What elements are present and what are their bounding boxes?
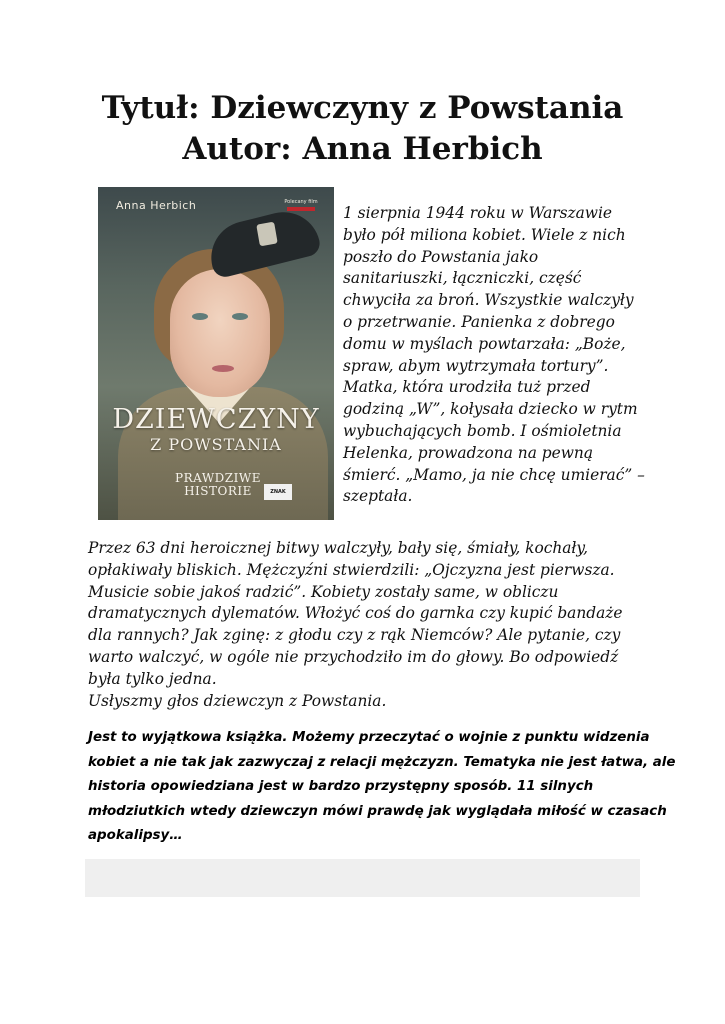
blurb-line: warto walczyć, w ogóle nie przychodziło im do głowy. Bo odpowiedź <box>88 647 619 666</box>
empty-gray-box <box>85 859 640 897</box>
cover-subtitle-line-1: PRAWDZIWE <box>175 471 261 485</box>
description-line: spraw, abym wytrzymała tortury”. <box>343 356 609 375</box>
description-line: o przetrwanie. Panienka z dobrego <box>343 312 615 331</box>
opinion-line: młodziutkich wtedy dziewczyn mówi prawdę jak wyglądała miłość w czasach <box>88 803 667 819</box>
description-line: Matka, która urodziła tuż przed <box>343 378 591 397</box>
book-cover-image <box>98 187 334 520</box>
blurb-line: Usłyszmy głos dziewczyn z Powstania. <box>88 691 387 710</box>
cover-eye-right <box>232 313 248 320</box>
description-line: sanitariuszki, łączniczki, część <box>343 269 582 288</box>
blurb-line: była tylko jedna. <box>88 669 217 688</box>
blurb-line: Przez 63 dni heroicznej bitwy walczyły, bały się, śmiały, kochały, <box>88 539 588 557</box>
cover-subtitle <box>168 472 268 498</box>
description-line: domu w myślach powtarzała: „Boże, <box>343 334 626 353</box>
cover-subtitle-line-2: HISTORIE <box>184 484 252 498</box>
description-line: godziną „W”, kołysała dziecko w rytm <box>343 400 638 419</box>
blurb-line: dramatycznych dylematów. Włożyć coś do garnka czy kupić bandaże <box>88 604 623 623</box>
opinion-line: historia opowiedziana jest w bardzo przystępny sposób. 11 silnych <box>88 779 594 794</box>
description-line: chwyciła za broń. Wszystkie walczyły <box>343 291 634 310</box>
title-line: Tytuł: Dziewczyny z Powstania <box>101 90 624 126</box>
cover-face <box>170 269 270 397</box>
blurb-line: Musicie sobie jakoś radzić”. Kobiety zostały same, w obliczu <box>88 582 559 601</box>
opinion-line: apokalipsy… <box>88 828 183 843</box>
eagle-badge-icon <box>256 222 278 247</box>
description-line: było pół miliona kobiet. Wiele z nich <box>343 225 626 244</box>
description-line: szeptała. <box>343 487 413 506</box>
description-line: śmierć. „Mamo, ja nie chcę umierać” – <box>343 465 645 484</box>
description-line: poszło do Powstania jako <box>343 247 539 266</box>
description-line: wybuchających bomb. I ośmioletnia <box>343 421 622 440</box>
cover-lips <box>212 365 234 372</box>
cover-title <box>98 405 334 455</box>
review-opinion <box>88 726 676 849</box>
publisher-logo: ZNAK <box>264 484 292 500</box>
book-blurb <box>88 538 648 712</box>
cover-badge-text: Polecany film <box>284 199 318 205</box>
opinion-line: Jest to wyjątkowa książka. Możemy przeczytać o wojnie z punktu widzenia <box>88 730 650 745</box>
opinion-line: kobiet a nie tak jak zazwyczaj z relacji mężczyzn. Tematyka nie jest łatwa, ale <box>88 754 676 770</box>
cover-title-big: DZIEWCZYNY <box>112 404 320 435</box>
book-description <box>343 203 653 508</box>
description-line: Helenka, prowadzona na pewną <box>343 443 593 462</box>
cover-eye-left <box>192 313 208 320</box>
blurb-line: dla rannych? Jak zginę: z głodu czy z rąk Niemców? Ale pytanie, czy <box>88 626 621 645</box>
description-line: 1 sierpnia 1944 roku w Warszawie <box>343 204 613 222</box>
cover-badge-bar <box>287 207 315 211</box>
document-title <box>0 88 725 170</box>
blurb-line: opłakiwały bliskich. Mężczyźni stwierdzili: „Ojczyzna jest pierwsza. <box>88 560 615 579</box>
cover-author: Anna Herbich <box>116 199 197 212</box>
cover-title-small: Z POWSTANIA <box>150 435 282 454</box>
cover-film-badge <box>282 199 320 217</box>
author-line: Autor: Anna Herbich <box>182 131 543 167</box>
